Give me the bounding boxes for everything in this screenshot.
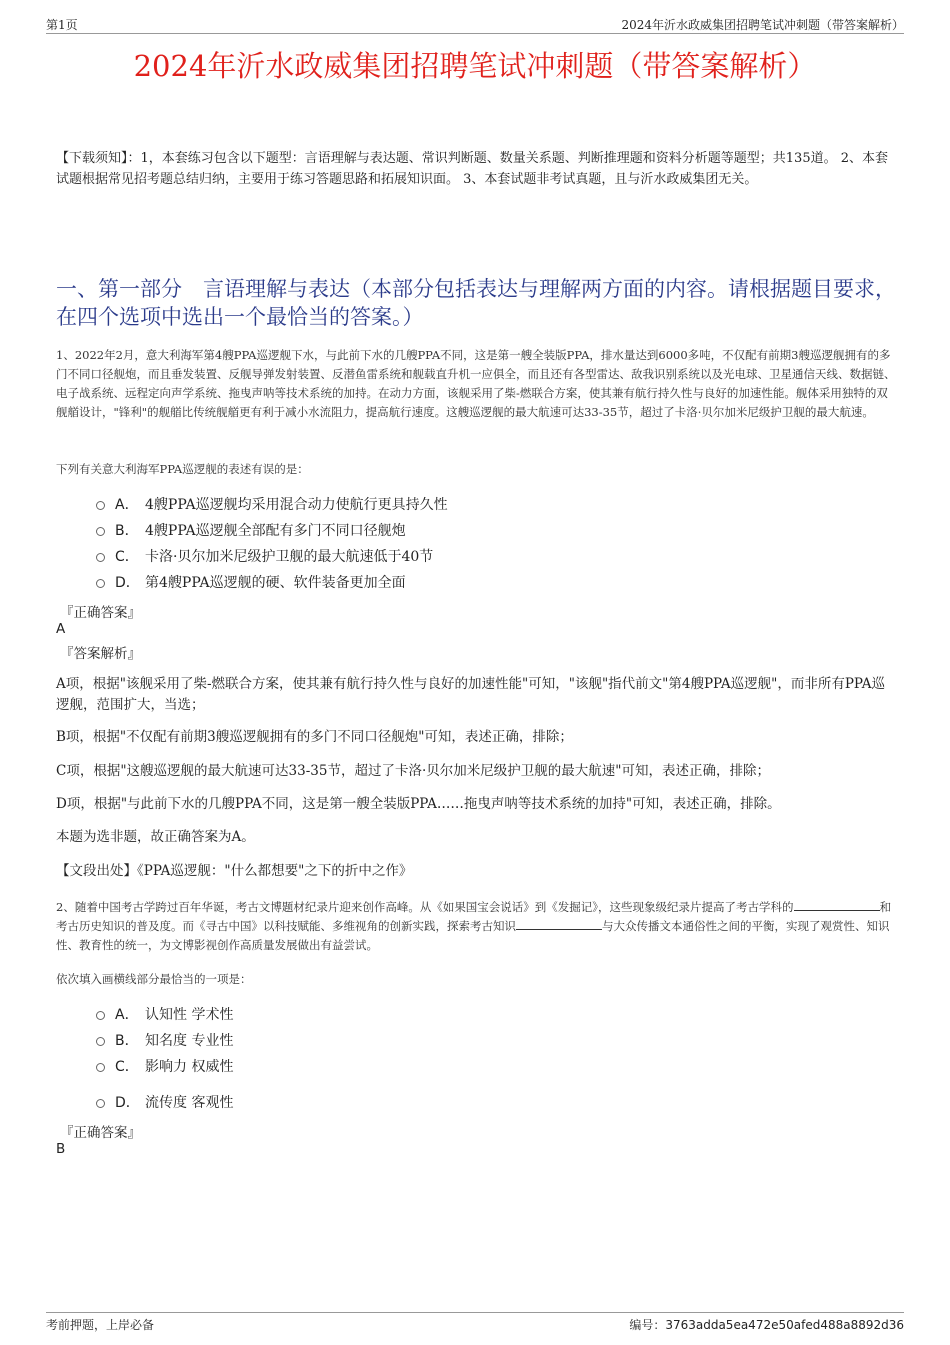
section-heading: 一、第一部分 言语理解与表达（本部分包括表达与理解两方面的内容。请根据题目要求，在四个选项中选出一个最恰当的答案。）: [56, 277, 896, 329]
analysis-c: C项，根据"这艘巡逻舰的最大航速可达33-35节，超过了卡洛·贝尔加米尼级护卫舰的最大航速"可知，表述正确，排除；: [56, 763, 770, 779]
analysis-b: B项，根据"不仅配有前期3艘巡逻舰拥有的多门不同口径舰炮"可知，表述正确，排除；: [56, 729, 573, 745]
q1-option-d[interactable]: [96, 572, 406, 594]
radio-icon[interactable]: [96, 1037, 105, 1046]
q2-option-c[interactable]: [96, 1056, 233, 1078]
stem-text: 2、随着中国考古学跨过百年华诞，考古文博题材纪录片迎来创作高峰。从《如果国宝会说话》到《发掘记》，这些现象级纪录片提高了考古学科的: [56, 900, 794, 914]
radio-icon[interactable]: [96, 527, 105, 536]
q2-option-b[interactable]: [96, 1030, 233, 1052]
footer-slogan: 考前押题，上岸必备: [46, 1318, 155, 1332]
radio-icon[interactable]: [96, 579, 105, 588]
correct-answer: B: [56, 1141, 66, 1157]
running-title: 2024年沂水政威集团招聘笔试冲刺题（带答案解析）: [621, 18, 904, 32]
option-letter: A．: [115, 497, 139, 513]
option-letter: C．: [115, 1059, 139, 1075]
question-1-prompt: 下列有关意大利海军PPA巡逻舰的表述有误的是：: [56, 462, 309, 476]
stem-text: 和考古历史知识的普及度。而《寻古中国》以科技赋能、多维视角的创新实践，探索考古知识: [56, 900, 892, 933]
question-1-stem: 1、2022年2月，意大利海军第4艘PPA巡逻舰下水，与此前下水的几艘PPA不同，这是第一艘全装版PPA，排水量达到6000多吨，不仅配有前期3艘巡逻舰拥有的多门不同口径舰炮，而且垂发装置、反舰导弹发射装置、反潜鱼雷系统和舰载直升机一应俱全，而且还有各型雷达、敌我识别系统以及光电球、卫星通信天线、数据链、电子战系统、远程定向声学系统、拖曳声呐等技术系统的加持。在动力方面，该舰采用了柴-燃联合方案，使其兼有航行持久性与良好的加速性能。舰体采用独特的双舰艏设计，"锋利"的舰艏比传统舰艏更有利于减小水流阻力，提高航行速度。这艘巡逻舰的最大航速可达33-35节，超过了卡洛·贝尔加米尼级护卫舰的最大航速。: [56, 348, 896, 419]
analysis-conclusion: 本题为选非题，故正确答案为A。: [56, 829, 255, 845]
option-text: 卡洛·贝尔加米尼级护卫舰的最大航速低于40节: [145, 549, 434, 565]
header-divider: [46, 33, 904, 34]
analysis-a: A项，根据"该舰采用了柴-燃联合方案，使其兼有航行持久性与良好的加速性能"可知，"该舰"指代前文"第4艘PPA巡逻舰"，而非所有PPA巡逻舰，范围扩大，当选；: [56, 676, 886, 713]
option-text: 4艘PPA巡逻舰均采用混合动力使航行更具持久性: [145, 497, 448, 513]
fill-blank: [516, 917, 602, 930]
stem-text: 与大众传播文本通俗性之间的平衡，实现了观赏性、知识性、教育性的统一，为文博影视创作高质量发展做出有益尝试。: [56, 919, 890, 952]
download-notice: 【下载须知】：1，本套练习包含以下题型：言语理解与表达题、常识判断题、数量关系题、判断推理题和资料分析题等题型；共135道。 2、本套试题根据常见招考题总结归纳，主要用于练习答题思路和拓展知识面。 3、本套试题非考试真题，且与沂水政威集团无关。: [56, 151, 888, 187]
option-letter: D．: [115, 575, 140, 591]
option-text: 第4艘PPA巡逻舰的硬、软件装备更加全面: [145, 575, 406, 591]
q2-option-d[interactable]: [96, 1092, 233, 1114]
q1-option-a[interactable]: [96, 494, 448, 516]
radio-icon[interactable]: [96, 501, 105, 510]
radio-icon[interactable]: [96, 1011, 105, 1020]
option-text: 流传度 客观性: [145, 1095, 234, 1111]
radio-icon[interactable]: [96, 553, 105, 562]
question-2-stem: [56, 898, 896, 955]
option-letter: C．: [115, 549, 139, 565]
option-letter: B．: [115, 523, 139, 539]
q2-option-a[interactable]: [96, 1004, 233, 1026]
radio-icon[interactable]: [96, 1063, 105, 1072]
page-number: 第1页: [46, 18, 78, 32]
option-letter: D．: [115, 1095, 140, 1111]
q1-option-b[interactable]: [96, 520, 406, 542]
option-letter: B．: [115, 1033, 139, 1049]
footer-divider: [46, 1312, 904, 1313]
analysis-d: D项，根据"与此前下水的几艘PPA不同，这是第一艘全装版PPA……拖曳声呐等技术系统的加持"可知，表述正确，排除。: [56, 796, 781, 812]
option-text: 4艘PPA巡逻舰全部配有多门不同口径舰炮: [145, 523, 406, 539]
text-source: 【文段出处】《PPA巡逻舰："什么都想要"之下的折中之作》: [56, 863, 413, 879]
option-text: 知名度 专业性: [145, 1033, 234, 1049]
correct-answer-label: 『正确答案』: [60, 1125, 141, 1141]
document-title: 2024年沂水政威集团招聘笔试冲刺题（带答案解析）: [133, 49, 817, 83]
correct-answer: A: [56, 621, 66, 637]
fill-blank: [794, 898, 880, 911]
option-text: 影响力 权威性: [145, 1059, 234, 1075]
analysis-label: 『答案解析』: [60, 646, 141, 662]
question-2-prompt: 依次填入画横线部分最恰当的一项是：: [56, 972, 252, 986]
document-id: 编号：3763adda5ea472e50afed488a8892d36: [629, 1318, 904, 1332]
radio-icon[interactable]: [96, 1099, 105, 1108]
correct-answer-label: 『正确答案』: [60, 605, 141, 621]
option-letter: A．: [115, 1007, 139, 1023]
q1-option-c[interactable]: [96, 546, 433, 568]
option-text: 认知性 学术性: [145, 1007, 234, 1023]
